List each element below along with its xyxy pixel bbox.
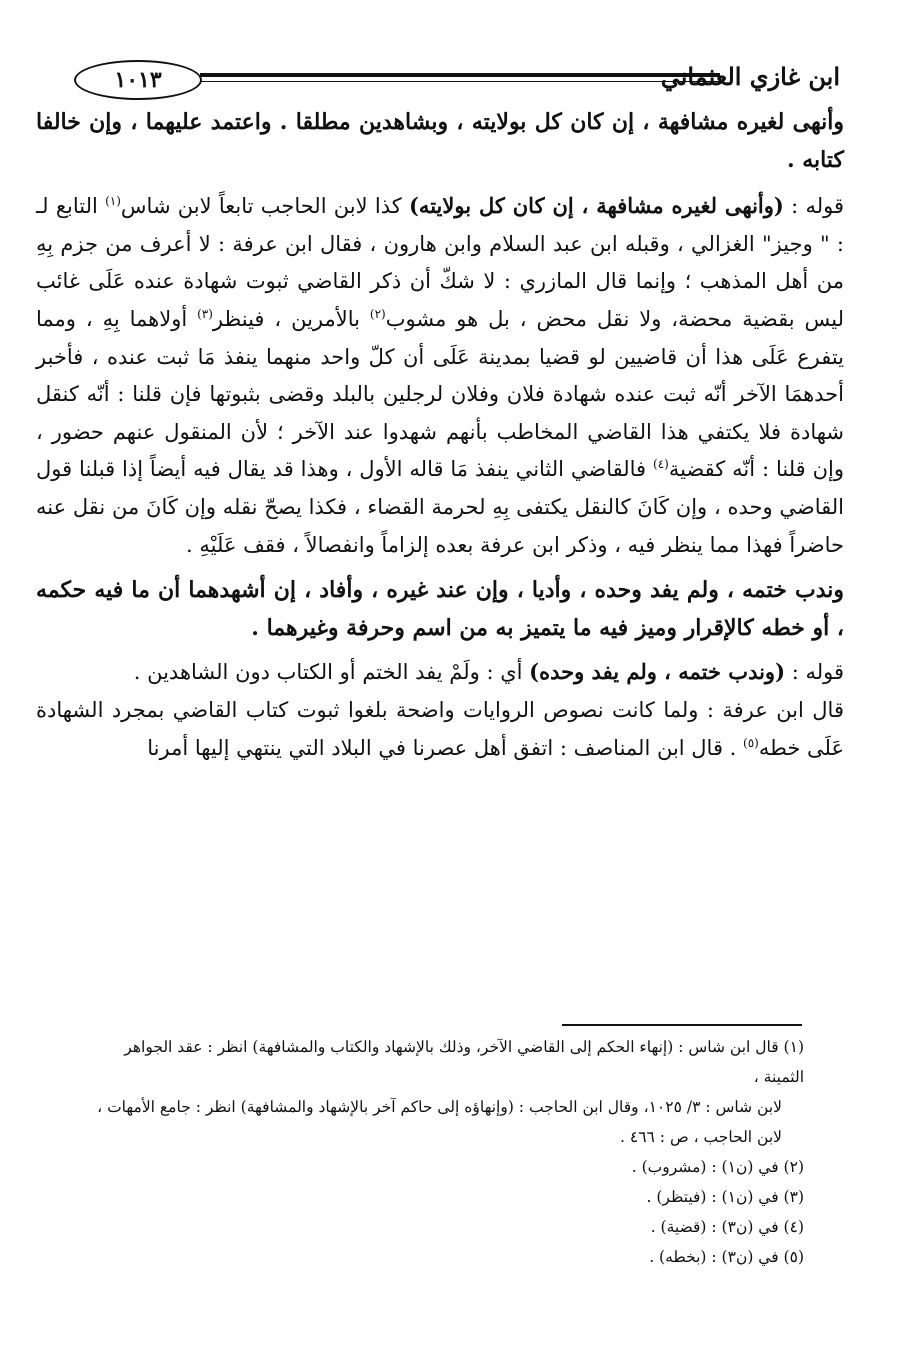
text-run: كذا لابن الحاجب تابعاً لابن شاس xyxy=(120,194,409,219)
main-text xyxy=(36,104,844,767)
text-run: أولاهما بِهِ ، ومما يتفرع عَلَى هذا أن قاضيين لو قضيا بمدينة عَلَى أن كلّ واحد منهما ينفذ مَا ثبت عنده ، فأخبر أحدهمَا الآخر أنّه ثبت عنده شهادة فلان وفلان لرجلين بالبلد وقضى بثبوتها فإن قلنا : أنّه كنقل شهادة فلا يكتفي هذا القاضي المخاطب بأنهم شهدوا عند الآخر ؛ لأن المنقول عنهم حضور ، وإن قلنا : أنّه كقضية xyxy=(36,306,844,482)
footnote-separator xyxy=(562,1024,802,1026)
footnote-1-line-3: لابن الحاجب ، ص : ٤٦٦ . xyxy=(620,1128,782,1146)
quoted-matn: (وأنهى لغيره مشافهة ، إن كان كل بولايته) xyxy=(409,193,784,219)
footnote-1-line-2: لابن شاس : ٣/ ١٠٢٥، وقال ابن الحاجب : (وإنهاؤه إلى حاكم آخر بالإشهاد والمشافهة) انظر : جامع الأمهات ، xyxy=(97,1098,782,1116)
text-run: أي : ولَمْ يفد الختم أو الكتاب دون الشاهدين . xyxy=(133,660,530,685)
footnote-1-line-1: (١) قال ابن شاس : (إنهاء الحكم إلى القاضي الآخر، وذلك بالإشهاد والكتاب والمشافهة) انظر : عقد الجواهر الثمينة ، xyxy=(124,1038,804,1086)
matn-paragraph-1: وأنهى لغيره مشافهة ، إن كان كل بولايته ، وبشاهدين مطلقا . واعتمد عليهما ، وإن خالفا كتابه . xyxy=(36,109,844,173)
qawluh-label: قوله : xyxy=(783,194,844,219)
page-number: ١٠١٣ xyxy=(74,60,202,100)
commentary-paragraph-2 xyxy=(36,653,844,692)
footnotes xyxy=(80,1032,804,1272)
footnote-3: (٣) في (ن١) : (فيتظر) . xyxy=(646,1188,804,1206)
footnote-ref-1: (١) xyxy=(105,194,121,209)
text-run: قال ابن عرفة : ولما كانت نصوص الروايات واضحة بلغوا ثبوت كتاب القاضي بمجرد الشهادة عَلَى خطه xyxy=(36,697,844,760)
page-header xyxy=(60,52,840,100)
footnote-4: (٤) في (ن٣) : (قضية) . xyxy=(650,1218,804,1236)
text-run: فالقاضي الثاني ينفذ مَا قاله الأول ، وهذا قد يقال فيه أيضاً إذا قبلنا قول القاضي وحده ، وإن كَانَ كالنقل يكتفى بِهِ لحرمة القضاء ، فكذا يصحّ نقله وإن كَانَ من نقل عنه حاضراً فهذا مما ينظر فيه ، وذكر ابن عرفة بعده إلزاماً وانفصالاً ، فقف عَلَيْهِ . xyxy=(36,457,844,557)
header-rule xyxy=(200,73,720,77)
footnote-ref-2: (٢) xyxy=(369,306,386,321)
qawluh-label: قوله : xyxy=(785,660,844,685)
running-title: ابن غازي العثماني xyxy=(660,62,840,91)
footnote-ref-3: (٣) xyxy=(197,306,213,321)
text-run: . قال ابن المناصف : اتفق أهل عصرنا في البلاد التي ينتهي إليها أمرنا xyxy=(147,735,744,760)
commentary-paragraph-1 xyxy=(36,187,844,564)
matn-paragraph-2: وندب ختمه ، ولم يفد وحده ، وأديا ، وإن عند غيره ، وأفاد ، إن أشهدهما أن ما فيه حكمه ، أو خطه كالإقرار وميز فيه ما يتميز به من اسم وحرفة وغيرهما . xyxy=(36,577,844,641)
footnote-ref-5: (٥) xyxy=(743,735,759,750)
footnote-2: (٢) في (ن١) : (مشروب) . xyxy=(631,1158,804,1176)
text-run: التابع لـ : " وجيز" الغزالي ، وقبله ابن عبد السلام وابن هارون ، فقال ابن عرفة : لا أعرف من جزم بِهِ من أهل المذهب ؛ وإنما قال المازري : لا شكّ أن ذكر القاضي ثبوت شهادة عنده عَلَى غائب ليس بقضية محضة، ولا نقل محض ، بل هو مشوب xyxy=(36,194,845,331)
footnote-5: (٥) في (ن٣) : (بخطه) . xyxy=(649,1248,804,1266)
text-run: بالأمرين ، فينظر xyxy=(212,306,370,331)
footnote-ref-4: (٤) xyxy=(653,457,669,472)
header-rule-thin xyxy=(200,81,720,82)
commentary-paragraph-3 xyxy=(36,692,844,767)
quoted-matn: (وندب ختمه ، ولم يفد وحده) xyxy=(529,659,786,685)
